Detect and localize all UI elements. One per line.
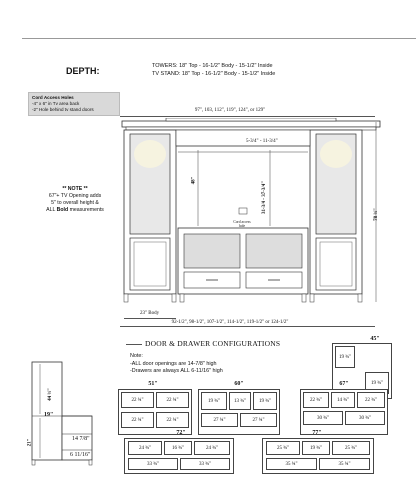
bottom-width-line bbox=[120, 326, 375, 327]
top-rule bbox=[22, 38, 416, 39]
config-note-2: -Drawers are always ALL 6-11/16" high bbox=[130, 368, 223, 374]
config-51-top-2: 22 ¾" bbox=[156, 392, 189, 408]
config-72-bottom-1: 33 ¾" bbox=[128, 458, 178, 470]
note-line3: ALL Bold measurements bbox=[46, 207, 104, 213]
config-45-title: 45" bbox=[370, 336, 380, 342]
config-67-top-1: 22 ¾" bbox=[303, 392, 329, 408]
side-lower-label: 21" bbox=[27, 438, 33, 447]
config-51-top-1: 22 ¾" bbox=[121, 392, 154, 408]
note-line2: 5" to overall height & bbox=[51, 200, 99, 206]
config-60-bottom-2: 27 ¾" bbox=[240, 413, 277, 427]
entertainment-center-drawing bbox=[118, 118, 384, 318]
drawer-height-label: 14 7/8" bbox=[72, 436, 90, 442]
depth-towers: TOWERS: 18" Top - 16-1/2" Body - 15-1/2" Inside bbox=[152, 63, 273, 69]
config-45-bottom-door: 19 ¾" bbox=[365, 372, 389, 394]
cord-holes-title: Cord Access Holes bbox=[32, 95, 74, 100]
cord-label: Cord access hole bbox=[233, 220, 251, 228]
body-label: 23" Body bbox=[140, 311, 160, 316]
depth-tv-stand: TV STAND: 18" Top - 16-1/2" Body - 15-1/2" Inside bbox=[152, 71, 276, 77]
body-line bbox=[124, 318, 176, 319]
config-60-top-3: 19 ¾" bbox=[253, 392, 277, 410]
top-width-label: 97", 103, 112", 119", 124", or 129" bbox=[194, 108, 266, 113]
cord-holes-line1: -4" x 6" in Tv area back bbox=[32, 101, 80, 106]
tv-height-label: 48" bbox=[191, 176, 197, 185]
config-60-top-1: 19 ¾" bbox=[201, 392, 227, 410]
top-width-line bbox=[120, 116, 375, 117]
config-67-top-3: 22 ¾" bbox=[357, 392, 385, 408]
config-note-1: -ALL door openings are 14-7/8" high bbox=[130, 360, 217, 367]
config-72-title: 72" bbox=[176, 430, 186, 436]
config-72-bottom-2: 33 ¾" bbox=[180, 458, 230, 470]
note-title: ** NOTE ** bbox=[62, 186, 88, 192]
drawer-height2-label: 6 11/16" bbox=[70, 452, 91, 458]
config-51-bottom-2: 22 ¾" bbox=[156, 412, 189, 428]
config-51-bottom-1: 22 ¾" bbox=[121, 412, 154, 428]
config-67-bottom-1: 30 ¾" bbox=[303, 411, 343, 425]
overall-height-label: 78 ½" bbox=[373, 208, 379, 221]
config-77-top-3: 25 ¾" bbox=[332, 441, 370, 455]
side-upper-label: 19" bbox=[44, 412, 54, 418]
tv-open-height-label: 31-3/4 - 37-3/4" bbox=[262, 180, 268, 215]
config-notes bbox=[130, 353, 223, 376]
note-line1: 67"+ TV Opening adds bbox=[48, 193, 102, 199]
section-rule-left bbox=[126, 344, 142, 345]
config-60-title: 60" bbox=[234, 381, 244, 387]
config-note-label: Note: bbox=[130, 353, 143, 359]
note-bold-word: Bold bbox=[56, 207, 69, 213]
cord-holes-line2: -2" Hole behind tv stand doors bbox=[32, 107, 94, 112]
tv-width-label: 5-3/4" - 11-3/4" bbox=[246, 139, 278, 144]
config-60-top-2: 13 ¾" bbox=[229, 392, 251, 410]
config-72-top-1: 24 ¾" bbox=[128, 441, 162, 455]
config-72-top-2: 16 ¾" bbox=[164, 441, 192, 455]
config-60-bottom-1: 27 ¾" bbox=[201, 413, 238, 427]
config-77-top-2: 19 ¾" bbox=[302, 441, 330, 455]
config-67-title: 67" bbox=[339, 381, 349, 387]
config-77-top-1: 25 ¾" bbox=[266, 441, 300, 455]
side-total-label: 44 ½" bbox=[47, 388, 53, 401]
note-block bbox=[30, 186, 120, 214]
bottom-width-label: 92-1/2", 98-1/2", 107-1/2", 114-1/2", 119-1/2" or 124-1/2" bbox=[171, 320, 289, 325]
config-45-top-door: 19 ¾" bbox=[335, 346, 355, 368]
config-77-bottom-1: 35 ¾" bbox=[266, 458, 317, 470]
config-72-top-3: 24 ¾" bbox=[194, 441, 230, 455]
config-67-bottom-2: 30 ¾" bbox=[345, 411, 385, 425]
config-77-title: 77" bbox=[312, 430, 322, 436]
config-51-title: 51" bbox=[148, 381, 158, 387]
cord-holes-box bbox=[28, 92, 120, 116]
config-77-bottom-2: 35 ¾" bbox=[319, 458, 370, 470]
config-67-top-2: 14 ¾" bbox=[331, 392, 355, 408]
section-title: DOOR & DRAWER CONFIGURATIONS bbox=[145, 339, 281, 348]
depth-title: DEPTH: bbox=[66, 66, 100, 76]
